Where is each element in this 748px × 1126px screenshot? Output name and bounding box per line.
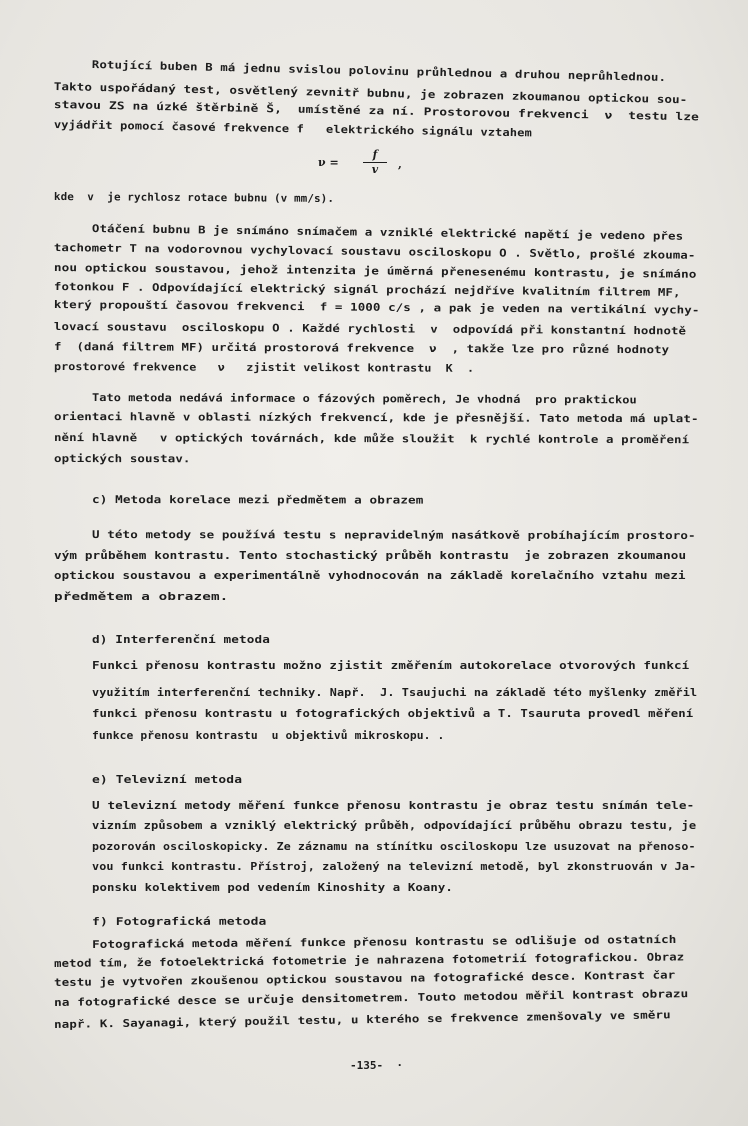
text-line: např. K. Sayanagi, který použil testu, u kterého se frekvence zmenšovaly ve směru xyxy=(54,1009,671,1031)
text-line: Fotografická metoda měření funkce přenosu kontrastu se odlišuje od ostatních xyxy=(92,933,677,951)
text-line: metod tím, že fotoelektrická fotometrie je nahrazena fotometrií fotografickou. Obraz xyxy=(54,951,685,970)
text-line: vyjádřit pomocí časové frekvence f elektrického signálu vztahem xyxy=(53,118,532,140)
text-line: Takto uspořádaný test, osvětlený zevnitř bubnu, je zobrazen zkoumanou optickou sou- xyxy=(53,80,688,107)
formula-lhs: ν = xyxy=(318,156,339,169)
text-line: prostorové frekvence ν zjistit velikost kontrastu K . xyxy=(53,361,475,375)
text-line: vizním způsobem a vzniklý elektrický průběh, odpovídající průběhu obrazu testu, je xyxy=(92,820,697,832)
text-line: pozorován osciloskopicky. Ze záznamu na stínítku osciloskopu lze usuzovat na přenoso- xyxy=(92,841,696,853)
text-line: fotonkou F . Odpovídající elektrický signál prochází nejdříve kvalitním filtrem MF, xyxy=(53,280,681,300)
text-line: U televizní metody měření funkce přenosu kontrastu je obraz testu snímán tele- xyxy=(92,800,695,812)
text-line: funkce přenosu kontrastu u objektivů mikroskopu. . xyxy=(92,730,445,742)
formula-fraction xyxy=(363,148,387,177)
text-line: funkci přenosu kontrastu u fotografických objektivů a T. Tsauruta provedl měření xyxy=(92,708,694,720)
text-line: využitím interferenční techniky. Např. J. Tsaujuchi na základě této myšlenky změřil xyxy=(92,687,698,699)
text-line: U této metody se používá testu s nepravidelným nasátkově probíhajícím prostoro- xyxy=(91,529,696,543)
text-line: optických soustav. xyxy=(53,453,191,466)
text-line: d) Interferenční metoda xyxy=(92,634,270,646)
text-line: Funkci přenosu kontrastu možno zjistit změřením autokorelace otvorových funkcí xyxy=(92,660,690,672)
text-line: na fotografické desce se určuje densitometrem. Touto metodou měřil kontrast obrazu xyxy=(54,988,689,1009)
text-line: f) Fotografická metoda xyxy=(92,915,267,928)
formula-numerator: f xyxy=(363,148,387,163)
text-line: který propouští časovou frekvenci f = 1000 c/s , a pak je veden na vertikální vychy- xyxy=(53,298,700,317)
text-line: stavou ZS na úzké štěrbině Š, umístěné za ní. Prostorovou frekvenci ν testu lze xyxy=(53,98,700,124)
text-line: c) Metoda korelace mezi předmětem a obrazem xyxy=(91,494,424,507)
text-line: nou optickou soustavou, jehož intenzita je úměrná přenesenému kontrastu, je snímáno xyxy=(53,261,697,281)
formula-denominator: v xyxy=(371,163,379,176)
text-line: vým průběhem kontrastu. Tento stochastický průběh kontrastu je zobrazen zkoumanou xyxy=(54,550,687,562)
text-line: testu je vytvořen zkoušenou optickou soustavou na fotografické desce. Kontrast čar xyxy=(54,969,676,989)
text-line: Rotující buben B má jednu svislou polovinu průhlednou a druhou neprůhlednou. xyxy=(91,58,667,85)
text-line: Tato metoda nedává informace o fázových poměrech, Je vhodná pro praktickou xyxy=(91,392,637,407)
text-line: orientaci hlavně v oblasti nízkých frekvencí, kde je přesnější. Tato metoda má uplat- xyxy=(53,411,699,426)
text-line: ponsku kolektivem pod vedením Kinoshity a Koany. xyxy=(92,882,453,894)
text-line: kde v je rychlosz rotace bubnu (v mm/s). xyxy=(53,190,335,205)
text-line: optickou soustavou a experimentálně vyhodnocován na základě korelačního vztahu mezi xyxy=(54,570,686,582)
formula-trail: , xyxy=(398,158,402,171)
text-line: e) Televizní metoda xyxy=(92,774,243,786)
text-line: Otáčení bubnu B je snímáno snímačem a vzniklé elektrické napětí je vedeno přes xyxy=(91,222,684,243)
page-number: -135- · xyxy=(350,1059,403,1072)
text-line: vou funkci kontrastu. Přístroj, založený na televizní metodě, byl zkonstruován v Ja- xyxy=(92,861,697,873)
text-line: lovací soustavu osciloskopu O . Každé rychlosti v odpovídá při konstantní hodnotě xyxy=(53,320,687,338)
text-line: nění hlavně v optických továrnách, kde může sloužit k rychlé kontrole a proměření xyxy=(53,432,690,447)
text-line: f (daná filtrem MF) určitá prostorová frekvence ν , takže lze pro různé hodnoty xyxy=(53,341,670,357)
text-line: tachometr T na vodorovnou vychylovací soustavu osciloskopu O . Světlo, prošlé zkouma- xyxy=(53,241,696,262)
text-line: předmětem a obrazem. xyxy=(54,591,229,603)
